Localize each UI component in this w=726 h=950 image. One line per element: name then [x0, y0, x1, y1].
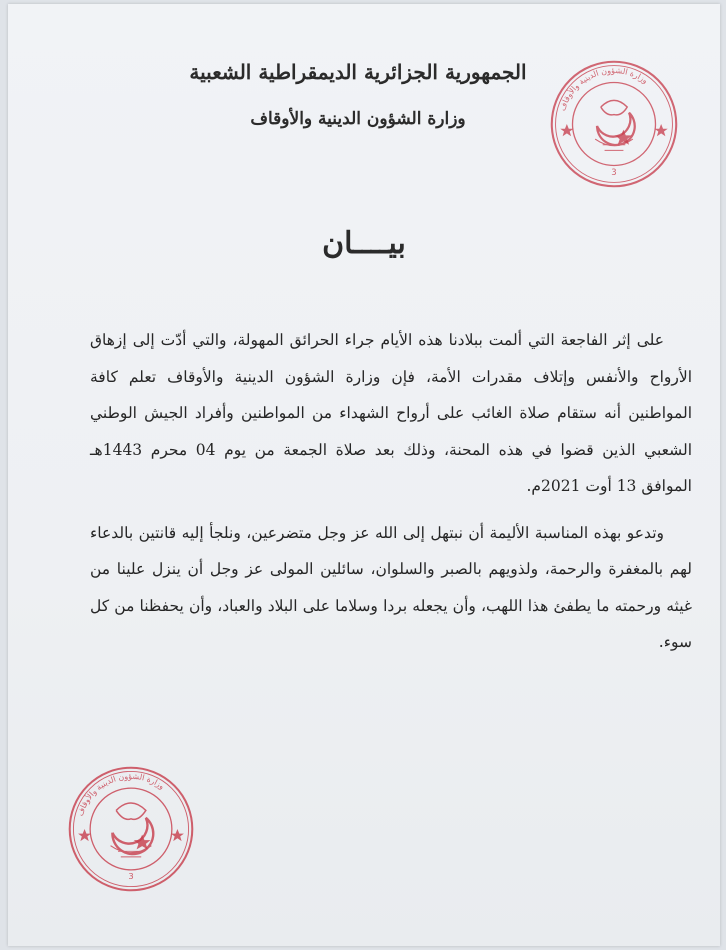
official-seal-bottom [66, 764, 196, 894]
ministry-name: وزارة الشؤون الدينية والأوقاف [250, 109, 466, 129]
seal-icon [66, 764, 196, 894]
republic-name: الجمهورية الجزائرية الديمقراطية الشعبية [189, 60, 527, 84]
svg-text:3: 3 [611, 166, 617, 177]
svg-text:وزارة الشؤون الدينية والأوقاف: وزارة الشؤون الدينية والأوقاف [557, 66, 650, 112]
svg-text:وزارة الشؤون الدينية والأوقاف: وزارة الشؤون الدينية والأوقاف [75, 771, 167, 818]
paragraph-prayer: وتدعو بهذه المناسبة الأليمة أن نبتهل إلى الله عز وجل متضرعين، ونلجأ إليه قانتين بالدعاء لهم بالمغفرة والرحمة، ولذويهم بالصبر والسلوان، سائلين المولى عز وجل أن ينزل علينا من غيثه ورحمته ما يطفئ هذا اللهب، وأن يجعله بردا وسلاما على البلاد والعباد، وأن يحفظنا من كل سوء. [90, 523, 692, 651]
letterhead [158, 56, 558, 134]
seal-icon [548, 58, 680, 190]
paragraph-announcement: على إثر الفاجعة التي ألمت ببلادنا هذه الأيام جراء الحرائق المهولة، والتي أدّت إلى إزهاق الأرواح والأنفس وإتلاف مقدرات الأمة، فإن وزارة الشؤون الدينية والأوقاف تعلم كافة المواطنين أنه ستقام صلاة الغائب على أرواح الشهداء من المواطنين وأفراد الجيش الوطني الشعبي الذين قضوا في هذه المحنة، وذلك بعد صلاة الجمعة من يوم 04 محرم 1443هـ الموافق 13 أوت 2021م. [90, 331, 693, 495]
official-seal-top [548, 58, 680, 190]
statement-body [90, 322, 692, 661]
svg-text:3: 3 [128, 871, 134, 882]
document-title: بيــــان [322, 226, 406, 261]
document-page [8, 4, 720, 946]
